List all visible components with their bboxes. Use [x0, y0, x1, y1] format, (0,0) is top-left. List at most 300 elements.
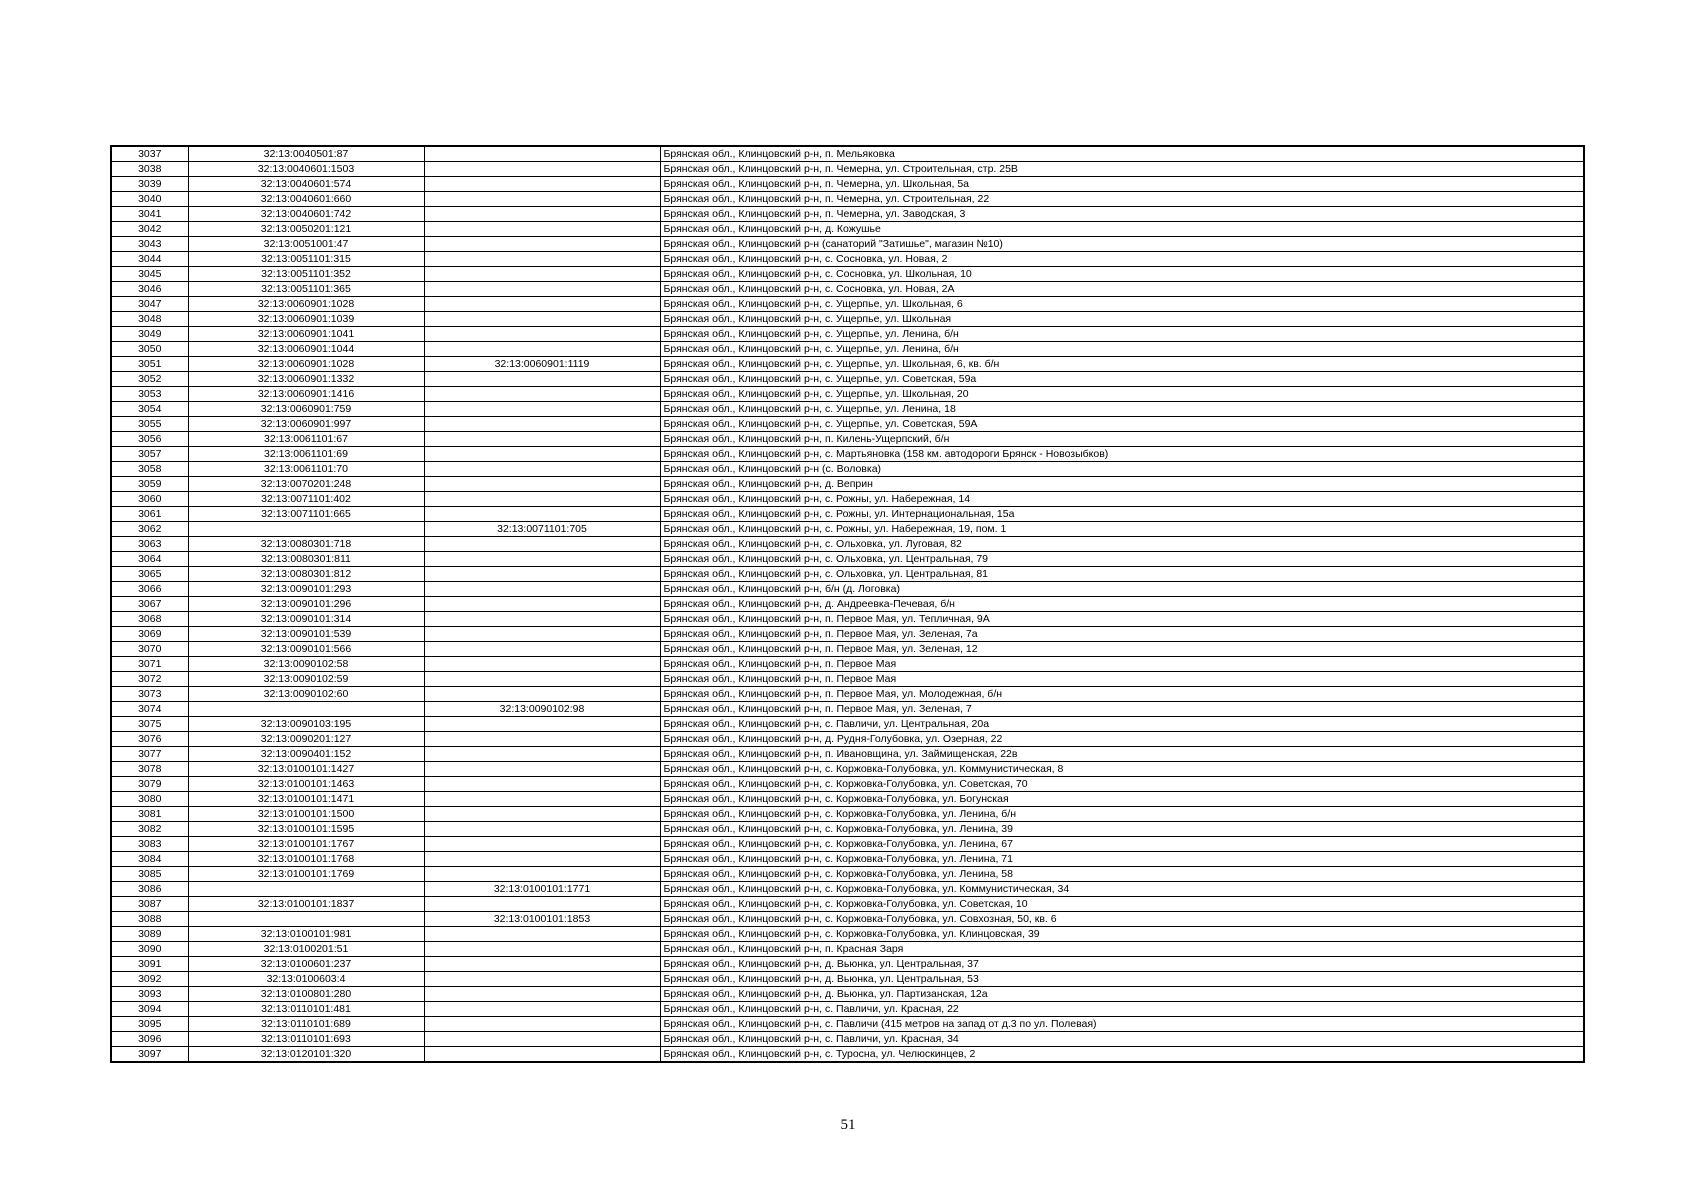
address-cell: Брянская обл., Клинцовский р-н, с. Павличи, ул. Красная, 22: [660, 1002, 1584, 1017]
table-body: [111, 146, 1584, 1062]
related-cadastral-number-cell: 32:13:0060901:1119: [424, 357, 660, 372]
row-number-cell: 3096: [111, 1032, 188, 1047]
address-cell: Брянская обл., Клинцовский р-н, п. Первое Мая, ул. Тепличная, 9А: [660, 612, 1584, 627]
cadastral-number-cell: 32:13:0100201:51: [188, 942, 424, 957]
row-number-cell: 3068: [111, 612, 188, 627]
cadastral-number-cell: 32:13:0090101:566: [188, 642, 424, 657]
cadastral-number-cell: 32:13:0050201:121: [188, 222, 424, 237]
row-number-cell: 3037: [111, 146, 188, 162]
address-cell: Брянская обл., Клинцовский р-н, с. Коржовка-Голубовка, ул. Коммунистическая, 34: [660, 882, 1584, 897]
cadastral-number-cell: 32:13:0051101:365: [188, 282, 424, 297]
related-cadastral-number-cell: [424, 957, 660, 972]
cadastral-number-cell: 32:13:0110101:693: [188, 1032, 424, 1047]
cadastral-number-cell: 32:13:0100801:280: [188, 987, 424, 1002]
related-cadastral-number-cell: [424, 372, 660, 387]
row-number-cell: 3088: [111, 912, 188, 927]
address-cell: Брянская обл., Клинцовский р-н, б/н (д. Логовка): [660, 582, 1584, 597]
table-row: [111, 582, 1584, 597]
cadastral-number-cell: 32:13:0060901:759: [188, 402, 424, 417]
related-cadastral-number-cell: [424, 777, 660, 792]
cadastral-number-cell: 32:13:0120101:320: [188, 1047, 424, 1063]
table-row: [111, 222, 1584, 237]
address-cell: Брянская обл., Клинцовский р-н (санаторий "Затишье", магазин №10): [660, 237, 1584, 252]
cadastral-number-cell: 32:13:0080301:811: [188, 552, 424, 567]
row-number-cell: 3047: [111, 297, 188, 312]
row-number-cell: 3053: [111, 387, 188, 402]
table-row: [111, 297, 1584, 312]
cadastral-number-cell: 32:13:0100101:1767: [188, 837, 424, 852]
row-number-cell: 3066: [111, 582, 188, 597]
related-cadastral-number-cell: [424, 492, 660, 507]
row-number-cell: 3057: [111, 447, 188, 462]
table-row: [111, 807, 1584, 822]
table-row: [111, 312, 1584, 327]
related-cadastral-number-cell: 32:13:0100101:1853: [424, 912, 660, 927]
address-cell: Брянская обл., Клинцовский р-н, с. Коржовка-Голубовка, ул. Ленина, 58: [660, 867, 1584, 882]
cadastral-number-cell: 32:13:0060901:1028: [188, 357, 424, 372]
related-cadastral-number-cell: [424, 642, 660, 657]
address-cell: Брянская обл., Клинцовский р-н, с. Коржовка-Голубовка, ул. Советская, 10: [660, 897, 1584, 912]
row-number-cell: 3080: [111, 792, 188, 807]
cadastral-number-cell: 32:13:0060901:1041: [188, 327, 424, 342]
row-number-cell: 3060: [111, 492, 188, 507]
row-number-cell: 3055: [111, 417, 188, 432]
cadastral-number-cell: 32:13:0090101:296: [188, 597, 424, 612]
related-cadastral-number-cell: [424, 852, 660, 867]
table-row: [111, 282, 1584, 297]
cadastral-number-cell: 32:13:0110101:481: [188, 1002, 424, 1017]
table-row: [111, 912, 1584, 927]
related-cadastral-number-cell: [424, 222, 660, 237]
related-cadastral-number-cell: [424, 252, 660, 267]
table-row: [111, 927, 1584, 942]
property-table: [110, 145, 1585, 1063]
cadastral-number-cell: 32:13:0040501:87: [188, 146, 424, 162]
row-number-cell: 3072: [111, 672, 188, 687]
cadastral-number-cell: 32:13:0051101:352: [188, 267, 424, 282]
related-cadastral-number-cell: [424, 1047, 660, 1063]
cadastral-number-cell: 32:13:0110101:689: [188, 1017, 424, 1032]
address-cell: Брянская обл., Клинцовский р-н, с. Ущерпье, ул. Ленина, б/н: [660, 342, 1584, 357]
related-cadastral-number-cell: [424, 837, 660, 852]
table-row: [111, 1002, 1584, 1017]
cadastral-number-cell: 32:13:0061101:70: [188, 462, 424, 477]
related-cadastral-number-cell: [424, 297, 660, 312]
related-cadastral-number-cell: [424, 146, 660, 162]
table-row: [111, 327, 1584, 342]
related-cadastral-number-cell: [424, 207, 660, 222]
address-cell: Брянская обл., Клинцовский р-н, с. Сосновка, ул. Новая, 2А: [660, 282, 1584, 297]
cadastral-number-cell: 32:13:0071101:665: [188, 507, 424, 522]
related-cadastral-number-cell: [424, 822, 660, 837]
row-number-cell: 3077: [111, 747, 188, 762]
row-number-cell: 3081: [111, 807, 188, 822]
address-cell: Брянская обл., Клинцовский р-н, с. Ущерпье, ул. Школьная: [660, 312, 1584, 327]
cadastral-number-cell: 32:13:0100101:1463: [188, 777, 424, 792]
cadastral-number-cell: 32:13:0060901:1332: [188, 372, 424, 387]
row-number-cell: 3069: [111, 627, 188, 642]
related-cadastral-number-cell: [424, 162, 660, 177]
cadastral-number-cell: 32:13:0090401:152: [188, 747, 424, 762]
address-cell: Брянская обл., Клинцовский р-н, п. Первое Мая, ул. Зеленая, 7а: [660, 627, 1584, 642]
related-cadastral-number-cell: [424, 312, 660, 327]
row-number-cell: 3040: [111, 192, 188, 207]
row-number-cell: 3078: [111, 762, 188, 777]
row-number-cell: 3051: [111, 357, 188, 372]
related-cadastral-number-cell: [424, 597, 660, 612]
related-cadastral-number-cell: [424, 717, 660, 732]
row-number-cell: 3049: [111, 327, 188, 342]
related-cadastral-number-cell: [424, 477, 660, 492]
cadastral-number-cell: 32:13:0100101:1768: [188, 852, 424, 867]
address-cell: Брянская обл., Клинцовский р-н, с. Ущерпье, ул. Советская, 59а: [660, 372, 1584, 387]
table-row: [111, 432, 1584, 447]
cadastral-number-cell: 32:13:0100101:1595: [188, 822, 424, 837]
address-cell: Брянская обл., Клинцовский р-н, п. Чемерна, ул. Строительная, стр. 25В: [660, 162, 1584, 177]
row-number-cell: 3087: [111, 897, 188, 912]
address-cell: Брянская обл., Клинцовский р-н, с. Рожны, ул. Набережная, 14: [660, 492, 1584, 507]
row-number-cell: 3067: [111, 597, 188, 612]
cadastral-number-cell: 32:13:0090101:314: [188, 612, 424, 627]
table-row: [111, 1047, 1584, 1063]
table-row: [111, 612, 1584, 627]
table-row: [111, 477, 1584, 492]
related-cadastral-number-cell: 32:13:0100101:1771: [424, 882, 660, 897]
cadastral-number-cell: 32:13:0100101:1500: [188, 807, 424, 822]
row-number-cell: 3046: [111, 282, 188, 297]
row-number-cell: 3097: [111, 1047, 188, 1063]
related-cadastral-number-cell: [424, 582, 660, 597]
related-cadastral-number-cell: [424, 402, 660, 417]
table-row: [111, 357, 1584, 372]
table-row: [111, 522, 1584, 537]
related-cadastral-number-cell: [424, 792, 660, 807]
related-cadastral-number-cell: [424, 1002, 660, 1017]
related-cadastral-number-cell: [424, 867, 660, 882]
cadastral-number-cell: 32:13:0061101:67: [188, 432, 424, 447]
table-row: [111, 852, 1584, 867]
address-cell: Брянская обл., Клинцовский р-н, с. Коржовка-Голубовка, ул. Ленина, б/н: [660, 807, 1584, 822]
related-cadastral-number-cell: [424, 732, 660, 747]
row-number-cell: 3042: [111, 222, 188, 237]
table-row: [111, 672, 1584, 687]
address-cell: Брянская обл., Клинцовский р-н, с. Коржовка-Голубовка, ул. Ленина, 67: [660, 837, 1584, 852]
cadastral-number-cell: 32:13:0060901:1039: [188, 312, 424, 327]
row-number-cell: 3082: [111, 822, 188, 837]
table-row: [111, 747, 1584, 762]
table-row: [111, 732, 1584, 747]
related-cadastral-number-cell: [424, 267, 660, 282]
table-row: [111, 642, 1584, 657]
related-cadastral-number-cell: [424, 387, 660, 402]
related-cadastral-number-cell: 32:13:0071101:705: [424, 522, 660, 537]
row-number-cell: 3085: [111, 867, 188, 882]
table-row: [111, 552, 1584, 567]
table-row: [111, 1017, 1584, 1032]
cadastral-number-cell: [188, 522, 424, 537]
address-cell: Брянская обл., Клинцовский р-н, с. Коржовка-Голубовка, ул. Совхозная, 50, кв. 6: [660, 912, 1584, 927]
related-cadastral-number-cell: [424, 432, 660, 447]
address-cell: Брянская обл., Клинцовский р-н, с. Ущерпье, ул. Школьная, 6, кв. б/н: [660, 357, 1584, 372]
address-cell: Брянская обл., Клинцовский р-н, п. Чемерна, ул. Заводская, 3: [660, 207, 1584, 222]
row-number-cell: 3061: [111, 507, 188, 522]
cadastral-number-cell: 32:13:0090102:58: [188, 657, 424, 672]
address-cell: Брянская обл., Клинцовский р-н (с. Воловка): [660, 462, 1584, 477]
page-number: 51: [840, 1117, 856, 1133]
cadastral-number-cell: 32:13:0090101:539: [188, 627, 424, 642]
table-row: [111, 372, 1584, 387]
row-number-cell: 3094: [111, 1002, 188, 1017]
table-row: [111, 177, 1584, 192]
address-cell: Брянская обл., Клинцовский р-н, п. Красная Заря: [660, 942, 1584, 957]
address-cell: Брянская обл., Клинцовский р-н, п. Мельяковка: [660, 146, 1584, 162]
address-cell: Брянская обл., Клинцовский р-н, с. Ущерпье, ул. Ленина, б/н: [660, 327, 1584, 342]
related-cadastral-number-cell: [424, 927, 660, 942]
row-number-cell: 3064: [111, 552, 188, 567]
cadastral-number-cell: 32:13:0100603:4: [188, 972, 424, 987]
table-row: [111, 146, 1584, 162]
cadastral-number-cell: 32:13:0071101:402: [188, 492, 424, 507]
row-number-cell: 3045: [111, 267, 188, 282]
cadastral-number-cell: 32:13:0061101:69: [188, 447, 424, 462]
related-cadastral-number-cell: [424, 687, 660, 702]
table-row: [111, 402, 1584, 417]
table-row: [111, 252, 1584, 267]
table-row: [111, 687, 1584, 702]
address-cell: Брянская обл., Клинцовский р-н, д. Кожушье: [660, 222, 1584, 237]
address-cell: Брянская обл., Клинцовский р-н, п. Первое Мая, ул. Зеленая, 12: [660, 642, 1584, 657]
related-cadastral-number-cell: [424, 807, 660, 822]
related-cadastral-number-cell: [424, 537, 660, 552]
address-cell: Брянская обл., Клинцовский р-н, с. Коржовка-Голубовка, ул. Советская, 70: [660, 777, 1584, 792]
address-cell: Брянская обл., Клинцовский р-н, с. Ольховка, ул. Луговая, 82: [660, 537, 1584, 552]
cadastral-number-cell: 32:13:0100101:981: [188, 927, 424, 942]
related-cadastral-number-cell: [424, 507, 660, 522]
address-cell: Брянская обл., Клинцовский р-н, с. Рожны, ул. Интернациональная, 15а: [660, 507, 1584, 522]
address-cell: Брянская обл., Клинцовский р-н, с. Мартьяновка (158 км. автодороги Брянск - Новозыбков): [660, 447, 1584, 462]
cadastral-number-cell: 32:13:0040601:742: [188, 207, 424, 222]
table-row: [111, 867, 1584, 882]
address-cell: Брянская обл., Клинцовский р-н, п. Первое Мая, ул. Зеленая, 7: [660, 702, 1584, 717]
table-row: [111, 822, 1584, 837]
related-cadastral-number-cell: [424, 747, 660, 762]
address-cell: Брянская обл., Клинцовский р-н, с. Коржовка-Голубовка, ул. Коммунистическая, 8: [660, 762, 1584, 777]
related-cadastral-number-cell: [424, 567, 660, 582]
table-row: [111, 942, 1584, 957]
address-cell: Брянская обл., Клинцовский р-н, с. Павличи, ул. Красная, 34: [660, 1032, 1584, 1047]
row-number-cell: 3086: [111, 882, 188, 897]
table-row: [111, 537, 1584, 552]
table-row: [111, 207, 1584, 222]
cadastral-number-cell: 32:13:0080301:718: [188, 537, 424, 552]
related-cadastral-number-cell: [424, 657, 660, 672]
row-number-cell: 3073: [111, 687, 188, 702]
cadastral-number-cell: 32:13:0051001:47: [188, 237, 424, 252]
row-number-cell: 3089: [111, 927, 188, 942]
cadastral-number-cell: 32:13:0100101:1769: [188, 867, 424, 882]
address-cell: Брянская обл., Клинцовский р-н, с. Коржовка-Голубовка, ул. Богунская: [660, 792, 1584, 807]
related-cadastral-number-cell: [424, 282, 660, 297]
table-row: [111, 627, 1584, 642]
cadastral-number-cell: 32:13:0080301:812: [188, 567, 424, 582]
table-row: [111, 387, 1584, 402]
row-number-cell: 3092: [111, 972, 188, 987]
table-row: [111, 237, 1584, 252]
cadastral-number-cell: 32:13:0070201:248: [188, 477, 424, 492]
address-cell: Брянская обл., Клинцовский р-н, д. Вьюнка, ул. Центральная, 37: [660, 957, 1584, 972]
address-cell: Брянская обл., Клинцовский р-н, п. Первое Мая: [660, 672, 1584, 687]
table-row: [111, 192, 1584, 207]
row-number-cell: 3075: [111, 717, 188, 732]
address-cell: Брянская обл., Клинцовский р-н, с. Ущерпье, ул. Ленина, 18: [660, 402, 1584, 417]
related-cadastral-number-cell: [424, 1017, 660, 1032]
cadastral-number-cell: [188, 702, 424, 717]
address-cell: Брянская обл., Клинцовский р-н, с. Павличи, ул. Центральная, 20а: [660, 717, 1584, 732]
cadastral-number-cell: 32:13:0090102:59: [188, 672, 424, 687]
cadastral-number-cell: 32:13:0090103:195: [188, 717, 424, 732]
address-cell: Брянская обл., Клинцовский р-н, д. Вьюнка, ул. Партизанская, 12а: [660, 987, 1584, 1002]
address-cell: Брянская обл., Клинцовский р-н, с. Рожны, ул. Набережная, 19, пом. 1: [660, 522, 1584, 537]
related-cadastral-number-cell: [424, 612, 660, 627]
address-cell: Брянская обл., Клинцовский р-н, п. Первое Мая: [660, 657, 1584, 672]
row-number-cell: 3074: [111, 702, 188, 717]
cadastral-number-cell: 32:13:0060901:1416: [188, 387, 424, 402]
table-row: [111, 417, 1584, 432]
table-row: [111, 717, 1584, 732]
address-cell: Брянская обл., Клинцовский р-н, с. Павличи (415 метров на запад от д.3 по ул. Полевая): [660, 1017, 1584, 1032]
cadastral-number-cell: 32:13:0100101:1837: [188, 897, 424, 912]
related-cadastral-number-cell: [424, 987, 660, 1002]
address-cell: Брянская обл., Клинцовский р-н, п. Первое Мая, ул. Молодежная, б/н: [660, 687, 1584, 702]
related-cadastral-number-cell: [424, 192, 660, 207]
cadastral-number-cell: 32:13:0060901:1044: [188, 342, 424, 357]
row-number-cell: 3084: [111, 852, 188, 867]
row-number-cell: 3050: [111, 342, 188, 357]
related-cadastral-number-cell: [424, 417, 660, 432]
cadastral-number-cell: 32:13:0100101:1427: [188, 762, 424, 777]
related-cadastral-number-cell: [424, 552, 660, 567]
address-cell: Брянская обл., Клинцовский р-н, д. Рудня-Голубовка, ул. Озерная, 22: [660, 732, 1584, 747]
cadastral-number-cell: 32:13:0090101:293: [188, 582, 424, 597]
address-cell: Брянская обл., Клинцовский р-н, с. Сосновка, ул. Новая, 2: [660, 252, 1584, 267]
cadastral-number-cell: [188, 882, 424, 897]
related-cadastral-number-cell: 32:13:0090102:98: [424, 702, 660, 717]
related-cadastral-number-cell: [424, 672, 660, 687]
cadastral-number-cell: 32:13:0090201:127: [188, 732, 424, 747]
cadastral-number-cell: 32:13:0100101:1471: [188, 792, 424, 807]
row-number-cell: 3091: [111, 957, 188, 972]
row-number-cell: 3095: [111, 1017, 188, 1032]
table-row: [111, 492, 1584, 507]
row-number-cell: 3041: [111, 207, 188, 222]
address-cell: Брянская обл., Клинцовский р-н, с. Ольховка, ул. Центральная, 79: [660, 552, 1584, 567]
row-number-cell: 3076: [111, 732, 188, 747]
row-number-cell: 3070: [111, 642, 188, 657]
table-row: [111, 462, 1584, 477]
cadastral-number-cell: 32:13:0051101:315: [188, 252, 424, 267]
row-number-cell: 3062: [111, 522, 188, 537]
table-row: [111, 837, 1584, 852]
address-cell: Брянская обл., Клинцовский р-н, д. Вьюнка, ул. Центральная, 53: [660, 972, 1584, 987]
table-row: [111, 657, 1584, 672]
table-row: [111, 507, 1584, 522]
address-cell: Брянская обл., Клинцовский р-н, д. Веприн: [660, 477, 1584, 492]
cadastral-number-cell: 32:13:0060901:1028: [188, 297, 424, 312]
address-cell: Брянская обл., Клинцовский р-н, с. Коржовка-Голубовка, ул. Ленина, 71: [660, 852, 1584, 867]
row-number-cell: 3063: [111, 537, 188, 552]
related-cadastral-number-cell: [424, 447, 660, 462]
address-cell: Брянская обл., Клинцовский р-н, д. Андреевка-Печевая, б/н: [660, 597, 1584, 612]
table-row: [111, 897, 1584, 912]
table-row: [111, 957, 1584, 972]
row-number-cell: 3052: [111, 372, 188, 387]
row-number-cell: 3071: [111, 657, 188, 672]
table-row: [111, 777, 1584, 792]
address-cell: Брянская обл., Клинцовский р-н, с. Ущерпье, ул. Советская, 59А: [660, 417, 1584, 432]
row-number-cell: 3043: [111, 237, 188, 252]
table-row: [111, 792, 1584, 807]
cadastral-number-cell: 32:13:0040601:660: [188, 192, 424, 207]
cadastral-number-cell: 32:13:0090102:60: [188, 687, 424, 702]
table-row: [111, 597, 1584, 612]
address-cell: Брянская обл., Клинцовский р-н, с. Ущерпье, ул. Школьная, 6: [660, 297, 1584, 312]
table-row: [111, 567, 1584, 582]
related-cadastral-number-cell: [424, 762, 660, 777]
cadastral-number-cell: 32:13:0060901:997: [188, 417, 424, 432]
row-number-cell: 3056: [111, 432, 188, 447]
table-row: [111, 972, 1584, 987]
row-number-cell: 3065: [111, 567, 188, 582]
cadastral-number-cell: 32:13:0040601:1503: [188, 162, 424, 177]
table-row: [111, 1032, 1584, 1047]
address-cell: Брянская обл., Клинцовский р-н, п. Чемерна, ул. Строительная, 22: [660, 192, 1584, 207]
related-cadastral-number-cell: [424, 942, 660, 957]
address-cell: Брянская обл., Клинцовский р-н, с. Ущерпье, ул. Школьная, 20: [660, 387, 1584, 402]
related-cadastral-number-cell: [424, 342, 660, 357]
row-number-cell: 3039: [111, 177, 188, 192]
related-cadastral-number-cell: [424, 1032, 660, 1047]
table-row: [111, 342, 1584, 357]
address-cell: Брянская обл., Клинцовский р-н, с. Сосновка, ул. Школьная, 10: [660, 267, 1584, 282]
table-row: [111, 162, 1584, 177]
address-cell: Брянская обл., Клинцовский р-н, п. Килень-Ущерпский, б/н: [660, 432, 1584, 447]
cadastral-number-cell: 32:13:0100601:237: [188, 957, 424, 972]
address-cell: Брянская обл., Клинцовский р-н, с. Коржовка-Голубовка, ул. Ленина, 39: [660, 822, 1584, 837]
row-number-cell: 3048: [111, 312, 188, 327]
table-row: [111, 267, 1584, 282]
related-cadastral-number-cell: [424, 897, 660, 912]
related-cadastral-number-cell: [424, 972, 660, 987]
table-row: [111, 762, 1584, 777]
address-cell: Брянская обл., Клинцовский р-н, п. Ивановщина, ул. Займищенская, 22в: [660, 747, 1584, 762]
table-row: [111, 987, 1584, 1002]
address-cell: Брянская обл., Клинцовский р-н, с. Ольховка, ул. Центральная, 81: [660, 567, 1584, 582]
table-row: [111, 882, 1584, 897]
address-cell: Брянская обл., Клинцовский р-н, с. Туросна, ул. Челюскинцев, 2: [660, 1047, 1584, 1063]
row-number-cell: 3038: [111, 162, 188, 177]
row-number-cell: 3083: [111, 837, 188, 852]
cadastral-number-cell: 32:13:0040601:574: [188, 177, 424, 192]
row-number-cell: 3058: [111, 462, 188, 477]
row-number-cell: 3059: [111, 477, 188, 492]
address-cell: Брянская обл., Клинцовский р-н, п. Чемерна, ул. Школьная, 5а: [660, 177, 1584, 192]
row-number-cell: 3093: [111, 987, 188, 1002]
cadastral-number-cell: [188, 912, 424, 927]
related-cadastral-number-cell: [424, 462, 660, 477]
related-cadastral-number-cell: [424, 627, 660, 642]
related-cadastral-number-cell: [424, 237, 660, 252]
row-number-cell: 3054: [111, 402, 188, 417]
